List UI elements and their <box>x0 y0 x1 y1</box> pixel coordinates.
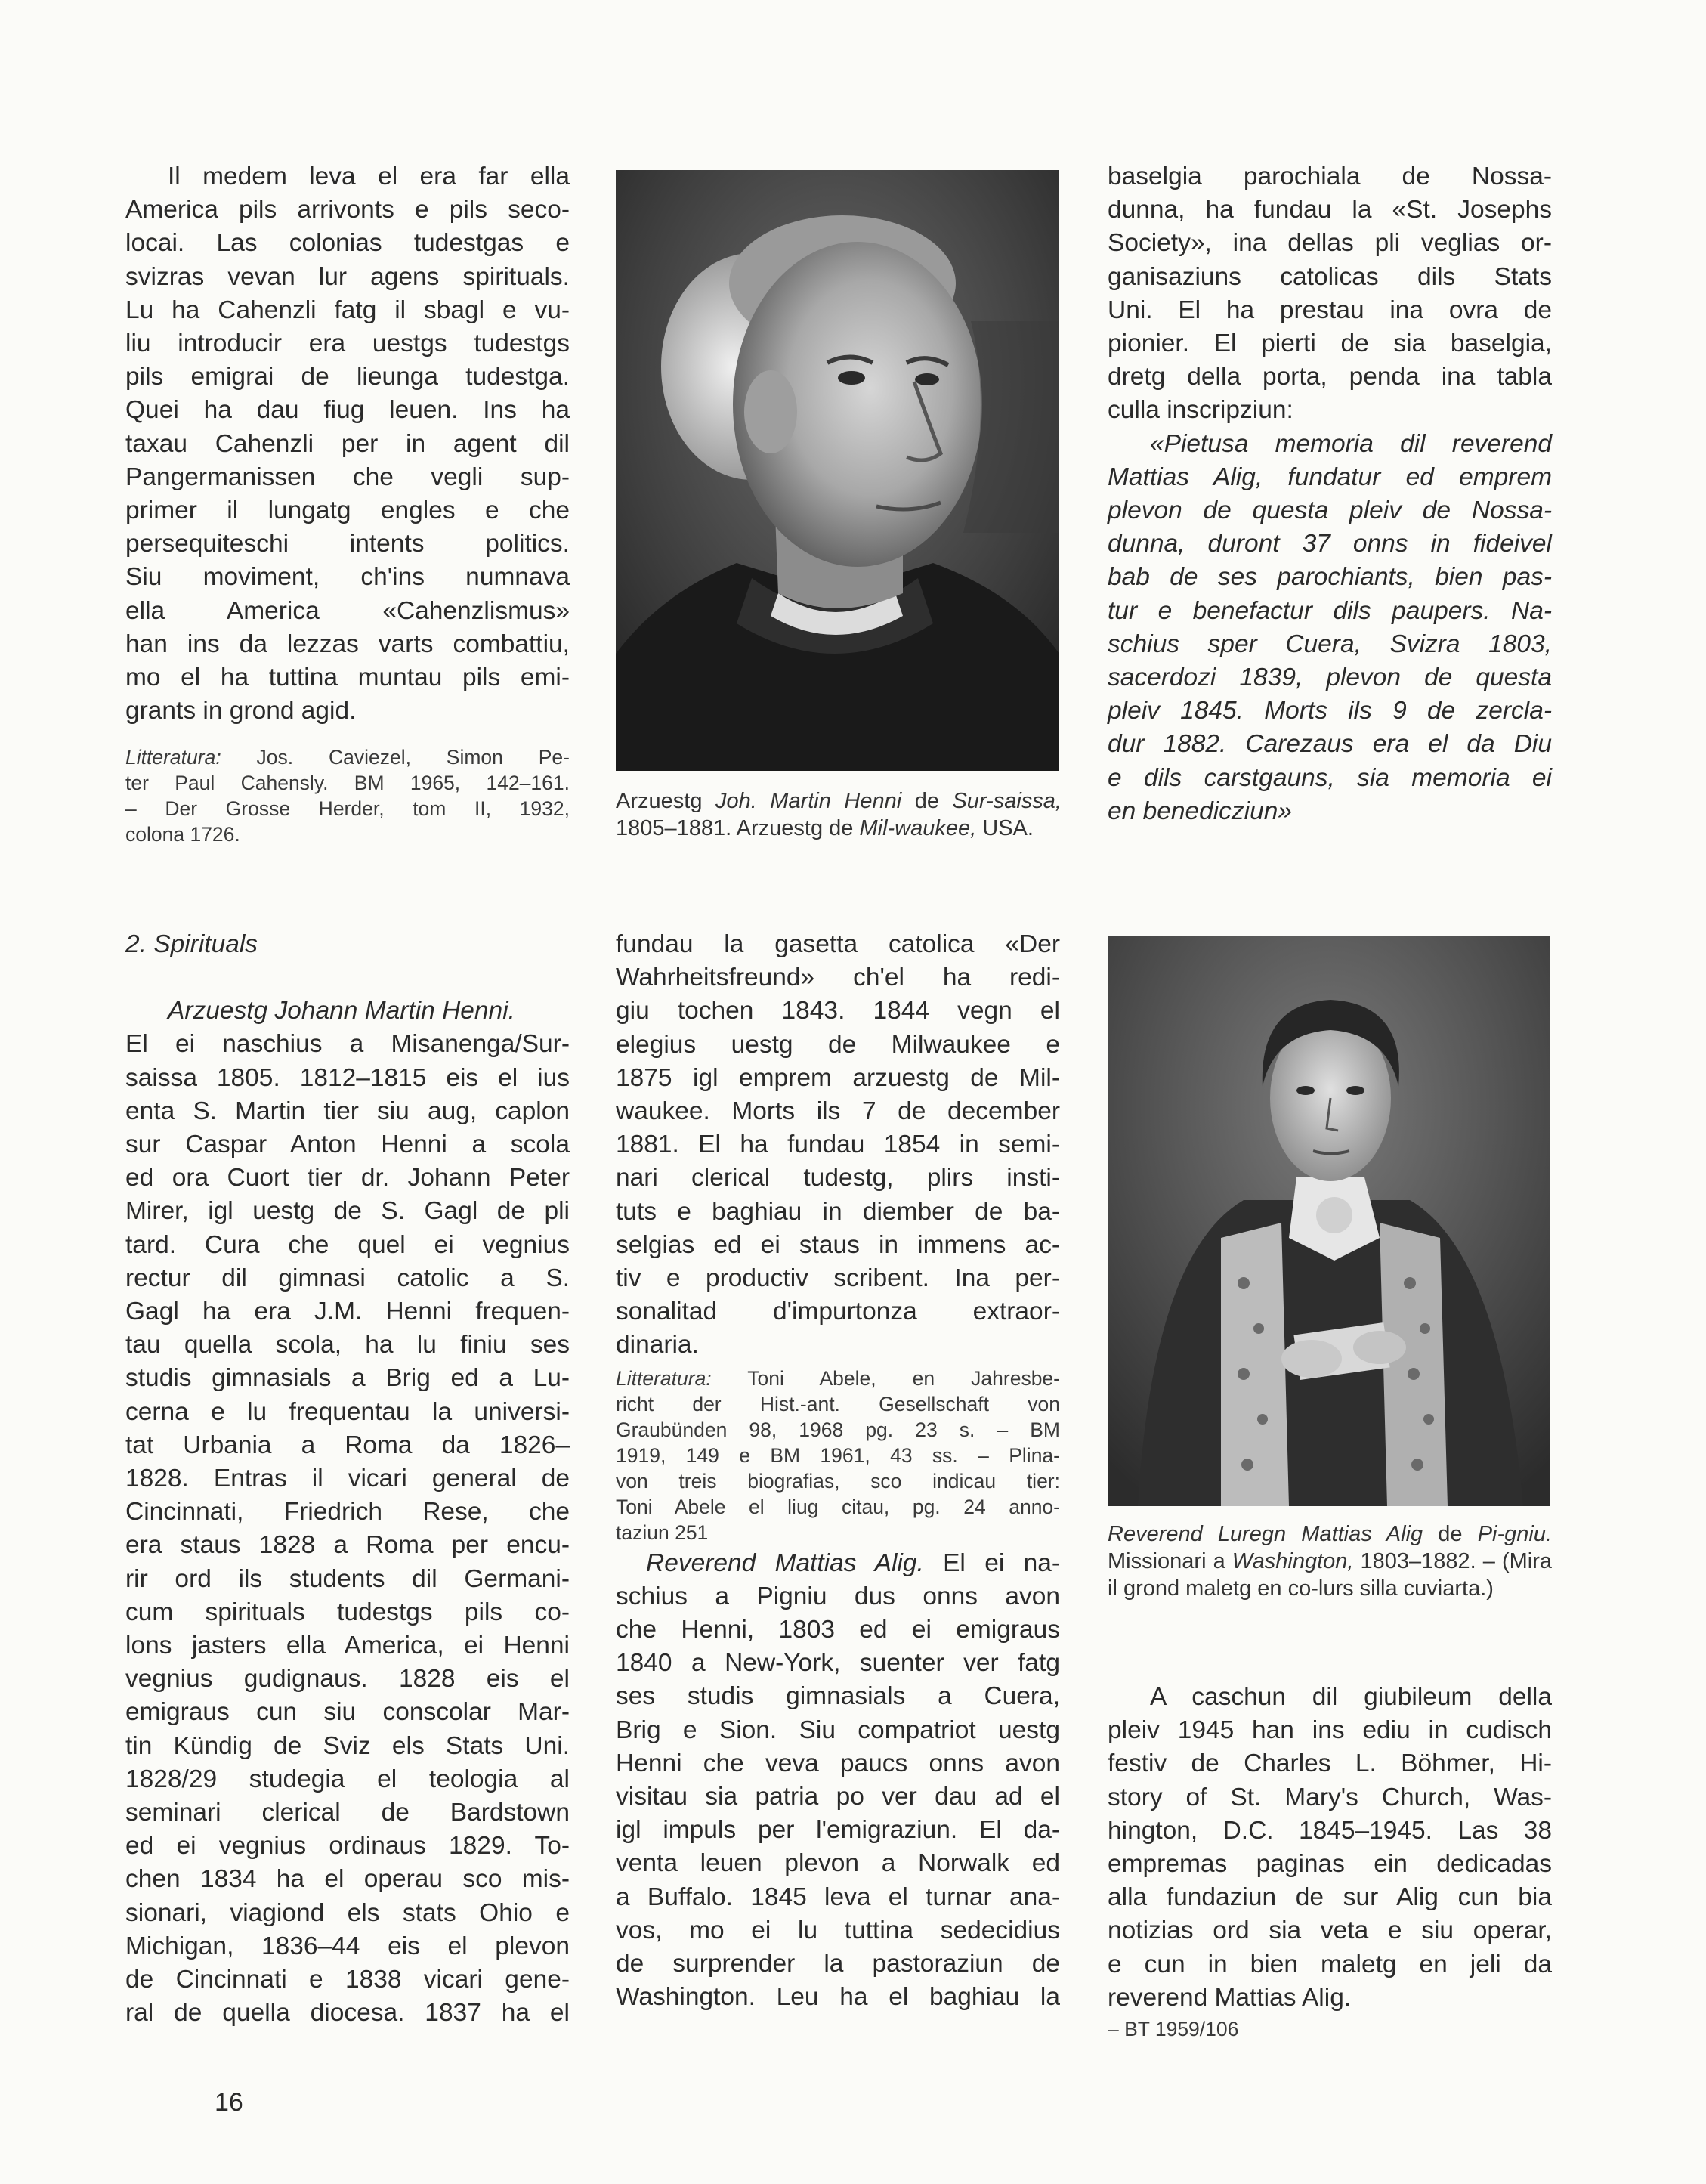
text-line: grants in grond agid. <box>125 697 357 725</box>
quote-line: pleiv 1845. Morts ils 9 de zercla- <box>1108 697 1552 725</box>
text-line: tard. Cura che quel ei vegnius <box>125 1230 570 1259</box>
text-line: reverend Mattias Alig. <box>1108 1983 1352 2012</box>
text-line: A caschun dil giubileum della <box>1150 1683 1552 1711</box>
literature-line: Graubünden 98, 1968 pg. 23 s. – BM <box>616 1418 1060 1441</box>
text-line: taxau Cahenzli per in agent dil <box>125 429 570 458</box>
text-line: Uni. El ha prestau ina ovra de <box>1108 295 1552 324</box>
text-line: story of St. Mary's Church, Was- <box>1108 1783 1552 1811</box>
jubilee-column <box>1108 1681 1552 2042</box>
henni-biography-continued <box>616 928 1060 1363</box>
text-line: ganisaziuns catolicas dils Stats <box>1108 262 1552 291</box>
text-line: vegnius gudignaus. 1828 eis el <box>125 1665 570 1694</box>
quote-line: schius sper Cuera, Svizra 1803, <box>1108 630 1552 658</box>
text-line: giu tochen 1843. 1844 vegn el <box>616 997 1060 1025</box>
quote-line: tur e benefactur dils paupers. Na- <box>1108 596 1552 625</box>
text-line: visitau sia patria po ver dau ad el <box>616 1783 1060 1811</box>
quote-line: «Pietusa memoria dil reverend <box>1150 429 1552 458</box>
text-line: America pils arrivonts e pils seco- <box>125 196 570 224</box>
quote-line: dur 1882. Carezaus era el da Diu <box>1108 730 1552 759</box>
quote-line: plevon de questa pleiv de Nossa- <box>1108 497 1552 525</box>
text-line: Wahrheitsfreund» ch'el ha redi- <box>616 964 1060 992</box>
top-right-paragraph <box>1108 160 1552 428</box>
portrait-alig-image <box>1108 936 1550 1506</box>
text-line: Brig e Sion. Siu compatriot uestg <box>616 1715 1060 1744</box>
top-left-column <box>125 160 570 847</box>
jubilee-paragraph <box>1108 1681 1552 2015</box>
text-line: dunna, ha fundau la «St. Josephs <box>1108 196 1552 224</box>
top-left-literature <box>125 744 570 847</box>
text-line: ral de quella diocesa. 1837 ha el <box>125 1999 570 2028</box>
henni-biography <box>125 1028 570 2030</box>
text-line: che Henni, 1803 ed ei emigraus <box>616 1616 1060 1644</box>
text-line: Washington. Leu ha el baghiau la <box>616 1983 1060 2012</box>
text-line: han ins da lezzas varts combattiu, <box>125 630 570 658</box>
literature-line: colona 1726. <box>125 823 240 846</box>
text-line: sur Caspar Anton Henni a scola <box>125 1131 570 1159</box>
text-line: de Cincinnati e 1838 vicari gene- <box>125 1966 570 1994</box>
text-line: persequiteschi intents politics. <box>125 530 570 558</box>
text-line: liu introducir era uestgs tudestgs <box>125 329 570 358</box>
photo2-caption: Reverend Luregn Mattias Alig de Pi-gniu. Missionari a Washington, 1803–1882. – (Mira il grond maletg en co-lurs silla cuviarta.) <box>1108 1522 1553 1601</box>
middle-column <box>616 928 1060 2014</box>
portrait-henni-image <box>616 170 1059 771</box>
text-line: 1840 a New-York, suenter ver fatg <box>616 1649 1060 1678</box>
text-line: Quei ha dau fiug leuen. Ins ha <box>125 396 570 425</box>
text-line: pionier. El pierti de sia baselgia, <box>1108 329 1552 358</box>
text-line: dretg della porta, penda ina tabla <box>1108 363 1552 391</box>
text-line: studis gimnasials a Brig ed a Lu- <box>125 1364 570 1393</box>
portrait-alig-photo <box>1108 936 1550 1506</box>
text-line: 1875 igl emprem arzuestg de Mil- <box>616 1063 1060 1092</box>
text-line: Society», ina dellas pli veglias or- <box>1108 229 1552 258</box>
text-line: 1881. El ha fundau 1854 in semi- <box>616 1131 1060 1159</box>
section-heading: 2. Spirituals <box>125 930 258 958</box>
text-line: ses studis gimnasials a Cuera, <box>616 1682 1060 1711</box>
text-line: schius a Pigniu dus onns avon <box>616 1582 1060 1610</box>
text-line: hington, D.C. 1845–1945. Las 38 <box>1108 1816 1552 1845</box>
text-line: fundau la gasetta catolica «Der <box>616 930 1060 958</box>
text-line: elegius uestg de Milwaukee e <box>616 1030 1060 1059</box>
text-line: sionari, viagiond els stats Ohio e <box>125 1898 570 1927</box>
text-line: enta S. Martin tier siu aug, caplon <box>125 1097 570 1125</box>
quote-line: sacerdozi 1839, plevon de questa <box>1108 664 1552 692</box>
quote-line: en benedicziun» <box>1108 797 1293 825</box>
top-left-paragraph <box>125 160 570 728</box>
quote-line: e dils carstgauns, sia memoria ei <box>1108 763 1552 792</box>
text-line: pleiv 1945 han ins ediu in cudisch <box>1108 1716 1552 1745</box>
literature-line: – Der Grosse Herder, tom II, 1932, <box>125 797 570 821</box>
text-line: rectur dil gimnasi catolic a S. <box>125 1264 570 1292</box>
literature-label: Litteratura: <box>125 746 221 769</box>
text-line: locai. Las colonias tudestgas e <box>125 229 570 258</box>
text-line: selgias ed ei staus in immens ac- <box>616 1230 1060 1259</box>
text-line: emigraus cun siu conscolar Mar- <box>125 1698 570 1727</box>
literature-line: Toni Abele el liug citau, pg. 24 anno- <box>616 1495 1060 1518</box>
literature-text: Toni Abele, en Jahresbe- <box>711 1366 1060 1390</box>
text-line: Il medem leva el era far ella <box>168 162 570 190</box>
text-line: 1828/29 studegia el teologia al <box>125 1765 570 1793</box>
text-line: Mirer, igl uestg de S. Gagl de pli <box>125 1197 570 1226</box>
text-line: mo el ha tuttina muntau pils emi- <box>125 664 570 692</box>
quote-line: bab de ses parochiants, bien pas- <box>1108 563 1552 592</box>
text-line: Michigan, 1836–44 eis el plevon <box>125 1932 570 1960</box>
text-line: pils emigrai de lieunga tudestga. <box>125 363 570 391</box>
quote-line: dunna, duront 37 onns in fideivel <box>1108 530 1552 558</box>
henni-subheading: Arzuestg Johann Martin Henni. <box>168 997 515 1025</box>
alig-first-rest: El ei na- <box>923 1548 1060 1577</box>
text-line: tat Urbania a Roma da 1826– <box>125 1431 570 1459</box>
inscription-quote <box>1108 428 1552 828</box>
alig-name: Reverend Mattias Alig. <box>646 1548 924 1577</box>
text-line: saissa 1805. 1812–1815 eis el ius <box>125 1063 570 1092</box>
text-line: Pangermanissen che vegli sup- <box>125 462 570 491</box>
text-line: sonalitad d'impurtonza extraor- <box>616 1298 1060 1326</box>
literature-line <box>125 744 570 770</box>
text-line: e cun in bien maletg en jeli da <box>1108 1950 1552 1978</box>
text-line: 1828. Entras il vicari general de <box>125 1465 570 1493</box>
text-line: El ei naschius a Misanenga/Sur- <box>125 1030 570 1059</box>
text-line: waukee. Morts ils 7 de december <box>616 1097 1060 1126</box>
literature-line: ter Paul Cahensly. BM 1965, 142–161. <box>125 772 570 795</box>
literature-text: Jos. Caviezel, Simon Pe- <box>221 746 570 769</box>
text-line: Henni che veva paucs onns avon <box>616 1749 1060 1777</box>
text-line: empremas paginas ein dedicadas <box>1108 1850 1552 1879</box>
literature-line: von treis biografias, sco indicau tier: <box>616 1469 1060 1493</box>
text-line: Gagl ha era J.M. Henni frequen- <box>125 1298 570 1326</box>
literature-label: Litteratura: <box>616 1366 712 1390</box>
text-line: primer il lungatg engles e che <box>125 497 570 525</box>
text-line: chen 1834 ha el operau sco mis- <box>125 1865 570 1894</box>
text-line: culla inscripziun: <box>1108 396 1293 425</box>
text-line: nari clerical tudestg, plirs insti- <box>616 1164 1060 1193</box>
text-line: a Buffalo. 1845 leva el turnar ana- <box>616 1882 1060 1911</box>
text-line: cum spirituals tudestgs pils co- <box>125 1598 570 1626</box>
text-line: Siu moviment, ch'ins numnava <box>125 563 570 592</box>
text-line: alla fundaziun de sur Alig cun bia <box>1108 1883 1552 1912</box>
text-line: dinaria. <box>616 1331 699 1360</box>
text-line: era staus 1828 a Roma per encu- <box>125 1531 570 1560</box>
text-line: lons jasters ella America, ei Henni <box>125 1632 570 1660</box>
text-line: tiv e productiv scribent. Ina per- <box>616 1264 1060 1293</box>
text-line: tau quella scola, ha lu finiu ses <box>125 1331 570 1360</box>
text-line: Cincinnati, Friedrich Rese, che <box>125 1498 570 1527</box>
alig-biography <box>616 1547 1060 2015</box>
top-right-column <box>1108 160 1552 828</box>
text-line: rir ord ils students dil Germani- <box>125 1564 570 1593</box>
page-number: 16 <box>215 2088 243 2117</box>
text-line: seminari clerical de Bardstown <box>125 1799 570 1827</box>
text-line: svizras vevan lur agens spirituals. <box>125 262 570 291</box>
text-line: de surprender la pastoraziun de <box>616 1950 1060 1978</box>
portrait-henni-photo <box>616 170 1059 771</box>
text-line: festiv de Charles L. Böhmer, Hi- <box>1108 1749 1552 1778</box>
text-line: Lu ha Cahenzli fatg il sbagl e vu- <box>125 295 570 324</box>
literature-line: 1919, 149 e BM 1961, 43 ss. – Plina- <box>616 1443 1060 1467</box>
literature-line: taziun 251 <box>616 1520 709 1544</box>
text-line: venta leuen plevon a Norwalk ed <box>616 1849 1060 1878</box>
middle-literature <box>616 1366 1060 1545</box>
quote-line: Mattias Alig, fundatur ed emprem <box>1108 462 1552 491</box>
text-line: baselgia parochiala de Nossa- <box>1108 162 1552 190</box>
text-line: tin Kündig de Sviz els Stats Uni. <box>125 1731 570 1760</box>
spirituals-column <box>125 928 570 2031</box>
text-line: ella America «Cahenzlismus» <box>125 596 570 625</box>
text-line: cerna e lu frequentau la universi- <box>125 1397 570 1426</box>
text-line: tuts e baghiau in diember de ba- <box>616 1197 1060 1226</box>
literature-line <box>616 1366 1060 1391</box>
text-line: ed ora Cuort tier dr. Johann Peter <box>125 1164 570 1193</box>
text-line: vos, mo ei lu tuttina sedecidius <box>616 1916 1060 1944</box>
photo1-caption: Arzuestg Joh. Martin Henni de Sur-saissa, 1805–1881. Arzuestg de Mil-waukee, USA. <box>616 789 1062 840</box>
literature-line: richt der Hist.-ant. Gesellschaft von <box>616 1392 1060 1415</box>
text-line: igl impuls per l'emigraziun. El da- <box>616 1816 1060 1845</box>
text-line: ed ei vegnius ordinaus 1829. To- <box>125 1832 570 1861</box>
text-line: notizias ord sia veta e siu operar, <box>1108 1916 1552 1945</box>
alig-first-line <box>616 1547 1060 1580</box>
jubilee-source: – BT 1959/106 <box>1108 2018 1239 2041</box>
